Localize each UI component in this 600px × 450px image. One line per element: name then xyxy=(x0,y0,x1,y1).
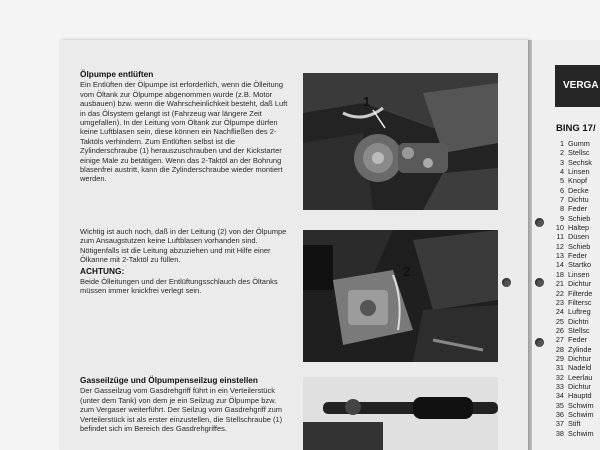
part-number: 18 xyxy=(555,269,564,279)
part-name: Dichtur xyxy=(568,279,592,289)
part-name: Sechsk xyxy=(568,157,592,167)
part-number: 6 xyxy=(559,185,564,195)
photo-callout-1: 1 xyxy=(363,94,371,109)
parts-list-item xyxy=(548,382,594,391)
part-name: Schwim xyxy=(568,400,594,410)
part-number: 38 xyxy=(555,428,564,438)
part-name: Luftreg xyxy=(568,307,591,317)
parts-list-item xyxy=(548,363,594,372)
part-number: 37 xyxy=(555,419,564,429)
parts-list-item xyxy=(548,289,594,298)
part-name: Schwim xyxy=(568,409,594,419)
photo-oil-line xyxy=(303,230,498,362)
part-number: 36 xyxy=(555,409,564,419)
part-name: Hauptd xyxy=(568,391,592,401)
part-number: 27 xyxy=(555,335,564,345)
parts-list-item xyxy=(548,148,594,157)
section-heading: Ölpumpe entlüften xyxy=(80,69,154,79)
part-number: 31 xyxy=(555,363,564,373)
parts-list xyxy=(548,139,594,438)
part-name: Schwim xyxy=(568,428,594,438)
part-name: Haltep xyxy=(568,223,590,233)
part-name: Knopf xyxy=(568,176,588,186)
parts-list-item xyxy=(548,176,594,185)
section-oelpumpe-entlueften xyxy=(80,70,290,184)
part-name: Stift xyxy=(568,419,581,429)
photo-oil-pump xyxy=(303,73,498,210)
parts-list-item xyxy=(548,298,594,307)
parts-list-item xyxy=(548,260,594,269)
parts-list-item xyxy=(548,251,594,260)
part-name: Dichtur xyxy=(568,381,592,391)
part-number: 11 xyxy=(556,232,564,242)
parts-list-item xyxy=(548,195,594,204)
section-body: Wichtig ist auch noch, daß in der Leitung (2) von der Ölpumpe zum Ansaugstutzen keine Luftblasen vorhanden sind. Nötigenfalls ist die Leitung abzuziehen und mit Hilfe einer Ölkanne mit 2-Taktöl zu füllen. xyxy=(80,227,287,265)
part-name: Linsen xyxy=(568,167,590,177)
part-number: 4 xyxy=(559,167,564,177)
right-page-header: VERGA xyxy=(555,65,600,107)
parts-list-item xyxy=(548,270,594,279)
parts-list-item xyxy=(548,326,594,335)
parts-list-item xyxy=(548,345,594,354)
parts-list-item xyxy=(548,373,594,382)
parts-list-item xyxy=(548,429,594,438)
parts-list-item xyxy=(548,335,594,344)
part-number: 5 xyxy=(559,176,564,186)
parts-list-item xyxy=(548,307,594,316)
parts-list-item xyxy=(548,214,594,223)
part-name: Linsen xyxy=(568,269,590,279)
section-leitung xyxy=(80,227,290,296)
part-number: 25 xyxy=(555,316,564,326)
part-number: 1 xyxy=(559,139,564,148)
part-name: Feder xyxy=(568,335,588,345)
part-name: Startko xyxy=(568,260,592,270)
part-number: 7 xyxy=(559,195,564,205)
part-number: 34 xyxy=(555,391,564,401)
parts-list-item xyxy=(548,232,594,241)
section-body: Ein Entlüften der Ölpumpe ist erforderlich, wenn die Ölleitung vom Öltank zur Ölpumpe abgenommen wurde (z.B. Motor ausbauen) bzw. wenn die Wahrscheinlichkeit besteht, daß Luft in das Ölsystem gelangt ist (Fahrzeug war längere Zeit umgefallen). In der Leitung vom Öltank zur Ölpumpe dürfen keine Luftblasen sein, diese können ein Nachfließen des 2-Taktöls verhindern. Zum Entlüften selbst ist die Zylinderschraube (1) herauszuschrauben und der Kickstarter einige Male zu betätigen. Wenn das 2-Taktöl an der Bohrung blasenfrei austritt, kann die Zylinderschraube wieder montiert werden. xyxy=(80,80,288,184)
part-number: 2 xyxy=(559,148,564,158)
parts-list-item xyxy=(548,279,594,288)
parts-list-item xyxy=(548,391,594,400)
part-number: 33 xyxy=(555,381,564,391)
part-name: Filtersc xyxy=(568,297,592,307)
parts-list-item xyxy=(548,186,594,195)
section-gasseilzuege xyxy=(80,376,290,433)
binding-hole xyxy=(535,218,544,227)
part-number: 21 xyxy=(555,279,564,289)
part-number: 12 xyxy=(555,241,564,251)
warning-heading: ACHTUNG: xyxy=(80,265,125,276)
part-number: 14 xyxy=(555,260,564,270)
part-name: Zylinde xyxy=(568,344,592,354)
part-name: Feder xyxy=(568,251,588,261)
parts-list-item xyxy=(548,419,594,428)
parts-list-item xyxy=(548,158,594,167)
part-number: 8 xyxy=(559,204,564,214)
parts-list-item xyxy=(548,139,594,148)
part-name: Decke xyxy=(568,185,589,195)
part-number: 10 xyxy=(555,223,564,233)
part-number: 35 xyxy=(555,400,564,410)
part-number: 13 xyxy=(555,251,564,261)
part-number: 9 xyxy=(559,213,564,223)
parts-list-item xyxy=(548,223,594,232)
part-name: Feder xyxy=(568,204,588,214)
part-name: Schieb xyxy=(568,241,591,251)
part-name: Düsen xyxy=(568,232,590,242)
parts-list-item xyxy=(548,410,594,419)
part-name: Stellsc xyxy=(568,325,590,335)
part-name: Dichtur xyxy=(568,353,592,363)
parts-list-item xyxy=(548,401,594,410)
part-number: 22 xyxy=(555,288,564,298)
part-number: 26 xyxy=(555,325,564,335)
section-heading: Gasseilzüge und Ölpumpenseilzug einstellen xyxy=(80,375,258,385)
part-number: 29 xyxy=(555,353,564,363)
part-name: Dichtri xyxy=(568,316,589,326)
part-name: Leerlau xyxy=(568,372,593,382)
binding-hole xyxy=(535,278,544,287)
parts-list-item xyxy=(548,354,594,363)
part-number: 3 xyxy=(559,157,564,167)
parts-list-item xyxy=(548,204,594,213)
part-name: Gumm xyxy=(568,139,590,148)
part-number: 24 xyxy=(555,307,564,317)
parts-list-item xyxy=(548,167,594,176)
warning-body: Beide Ölleitungen und der Entlüftungsschlauch des Öltanks müssen immer knickfrei verlegt sein. xyxy=(80,277,278,296)
part-name: Dichtu xyxy=(568,195,589,205)
photo-callout-2: 2 xyxy=(403,264,411,279)
part-name: Schieb xyxy=(568,213,591,223)
section-body: Der Gasseilzug vom Gasdrehgriff führt in ein Verteilerstück (unter dem Tank) von dem je ein Seilzug zur Ölpumpe bzw. zum Vergaser weiterführt. Der Seilzug vom Gasdrehgriff zum Verteilerstück ist als erster einzustellen, die Stellschraube (1) befindet sich im Bereich des Gasdrehgriffes. xyxy=(80,386,283,434)
binding-hole xyxy=(535,338,544,347)
binding-hole xyxy=(502,278,511,287)
right-page-title: BING 17/ xyxy=(556,123,596,134)
part-name: Nadeld xyxy=(568,363,592,373)
part-name: Filterde xyxy=(568,288,593,298)
part-number: 28 xyxy=(555,344,564,354)
part-name: Stellsc xyxy=(568,148,590,158)
parts-list-item xyxy=(548,317,594,326)
part-number: 23 xyxy=(555,297,564,307)
photo-handlebar xyxy=(303,377,498,450)
parts-list-item xyxy=(548,242,594,251)
part-number: 32 xyxy=(555,372,564,382)
